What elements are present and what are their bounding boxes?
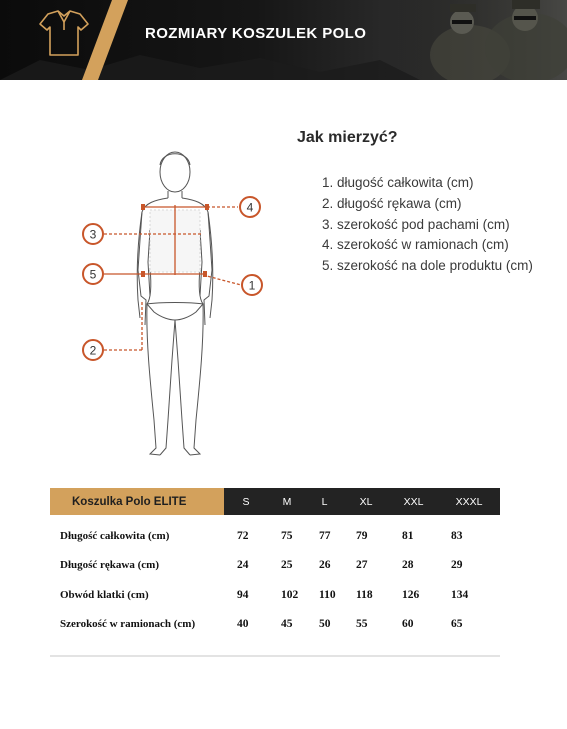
table-cell: 110 <box>319 588 336 601</box>
human-figure <box>137 152 213 455</box>
row-label: Szerokość w ramionach (cm) <box>60 618 196 631</box>
header-banner <box>0 0 567 80</box>
table-cell: 27 <box>356 559 368 572</box>
size-header-xl: XL <box>343 488 389 515</box>
table-cell: 102 <box>281 588 299 601</box>
measure-heading: Jak mierzyć? <box>297 129 398 146</box>
table-cell: 94 <box>237 588 249 601</box>
product-name-header: Koszulka Polo ELITE <box>50 488 224 515</box>
marker-2-label: 2 <box>89 343 97 358</box>
polo-shirt-icon <box>40 11 88 55</box>
marker-4-label: 4 <box>246 200 254 215</box>
marker-2 <box>83 340 103 360</box>
measure-item-2: 2. długość rękawa (cm) <box>322 195 462 211</box>
table-cell: 60 <box>402 618 414 631</box>
table-header-row <box>50 488 500 515</box>
bottom-divider <box>50 655 500 657</box>
table-row <box>50 580 500 610</box>
measure-list <box>322 173 533 277</box>
table-cell: 55 <box>356 618 368 631</box>
table-cell: 28 <box>402 559 414 572</box>
measure-item-4: 4. szerokość w ramionach (cm) <box>322 237 509 253</box>
row-label: Obwód klatki (cm) <box>60 588 149 601</box>
table-cell: 25 <box>281 559 293 572</box>
marker-1-label: 1 <box>248 278 256 293</box>
table-cell: 77 <box>319 529 331 542</box>
table-cell: 72 <box>237 529 249 542</box>
measure-item-1: 1. długość całkowita (cm) <box>322 175 474 190</box>
table-cell: 45 <box>281 618 293 631</box>
size-header-xxl: XXL <box>389 488 438 515</box>
measure-item-3: 3. szerokość pod pachami (cm) <box>322 216 510 232</box>
table-cell: 81 <box>402 529 414 542</box>
body-measurement-diagram <box>0 140 290 470</box>
marker-5 <box>83 264 103 284</box>
marker-3-label: 3 <box>89 227 97 242</box>
table-cell: 40 <box>237 618 249 631</box>
size-header-l: L <box>306 488 343 515</box>
table-row <box>50 610 500 640</box>
marker-3 <box>83 224 103 244</box>
table-cell: 29 <box>451 559 463 572</box>
table-cell: 75 <box>281 529 293 542</box>
table-row <box>50 515 500 551</box>
size-table <box>50 488 500 639</box>
table-cell: 134 <box>451 588 469 601</box>
table-cell: 26 <box>319 559 331 572</box>
measure-item-5: 5. szerokość na dole produktu (cm) <box>322 258 533 274</box>
table-cell: 118 <box>356 588 373 601</box>
table-cell: 65 <box>451 618 463 631</box>
row-label: Długość całkowita (cm) <box>60 529 170 542</box>
size-header-m: M <box>268 488 306 515</box>
size-header-s: S <box>224 488 268 515</box>
table-cell: 24 <box>237 559 249 572</box>
table-cell: 79 <box>356 529 368 542</box>
marker-1 <box>242 275 262 295</box>
marker-4 <box>240 197 260 217</box>
row-label: Długość rękawa (cm) <box>60 559 159 572</box>
table-cell: 83 <box>451 529 463 542</box>
table-cell: 50 <box>319 618 331 631</box>
size-header-xxxl: XXXL <box>438 488 500 515</box>
table-cell: 126 <box>402 588 420 601</box>
banner-title: ROZMIARY KOSZULEK POLO <box>145 25 367 42</box>
table-row <box>50 551 500 581</box>
marker-5-label: 5 <box>89 267 97 282</box>
